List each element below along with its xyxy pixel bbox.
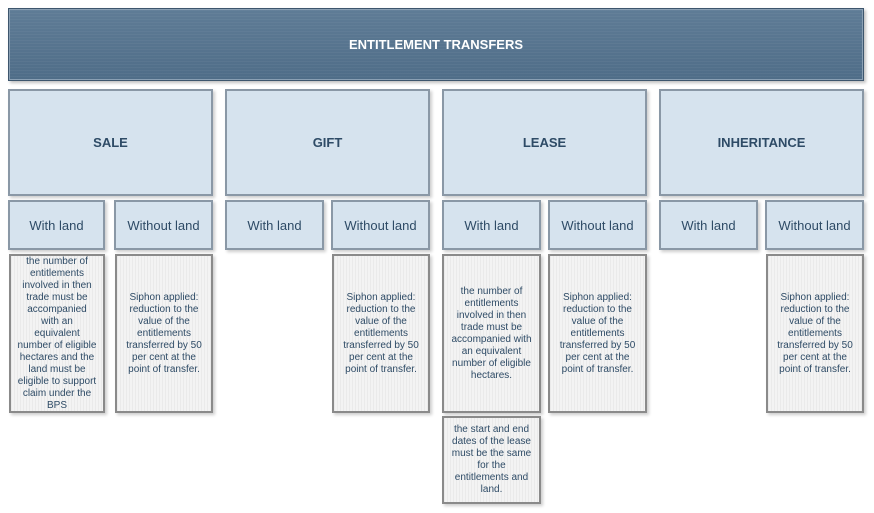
lease-without-land: Without land [548, 200, 647, 250]
sale-without-land: Without land [114, 200, 213, 250]
diagram-title: ENTITLEMENT TRANSFERS [8, 8, 864, 81]
category-lease: LEASE [442, 89, 647, 196]
category-gift: GIFT [225, 89, 430, 196]
lease-siphon-rule: Siphon applied: reduction to the value of the entitlements transferred by 50 per cent at the point of transfer. [548, 254, 647, 413]
inheritance-without-land: Without land [765, 200, 864, 250]
inheritance-with-land: With land [659, 200, 758, 250]
category-sale: SALE [8, 89, 213, 196]
sale-siphon-rule: Siphon applied: reduction to the value of the entitlements transferred by 50 per cent at the point of transfer. [115, 254, 213, 413]
sale-with-land-rule: the number of entitlements involved in then trade must be accompanied with an equivalent number of eligible hectares and the land must be eligible to support claim under the BPS [9, 254, 105, 413]
sale-with-land: With land [8, 200, 105, 250]
gift-without-land: Without land [331, 200, 430, 250]
lease-with-land-rule: the number of entitlements involved in then trade must be accompanied with an equivalent number of eligible hectares. [442, 254, 541, 413]
gift-siphon-rule: Siphon applied: reduction to the value of the entitlements transferred by 50 per cent at the point of transfer. [332, 254, 430, 413]
category-inheritance: INHERITANCE [659, 89, 864, 196]
inheritance-siphon-rule: Siphon applied: reduction to the value of the entitlements transferred by 50 per cent at the point of transfer. [766, 254, 864, 413]
gift-with-land: With land [225, 200, 324, 250]
lease-with-land: With land [442, 200, 541, 250]
lease-dates-rule: the start and end dates of the lease must be the same for the entitlements and land. [442, 416, 541, 504]
